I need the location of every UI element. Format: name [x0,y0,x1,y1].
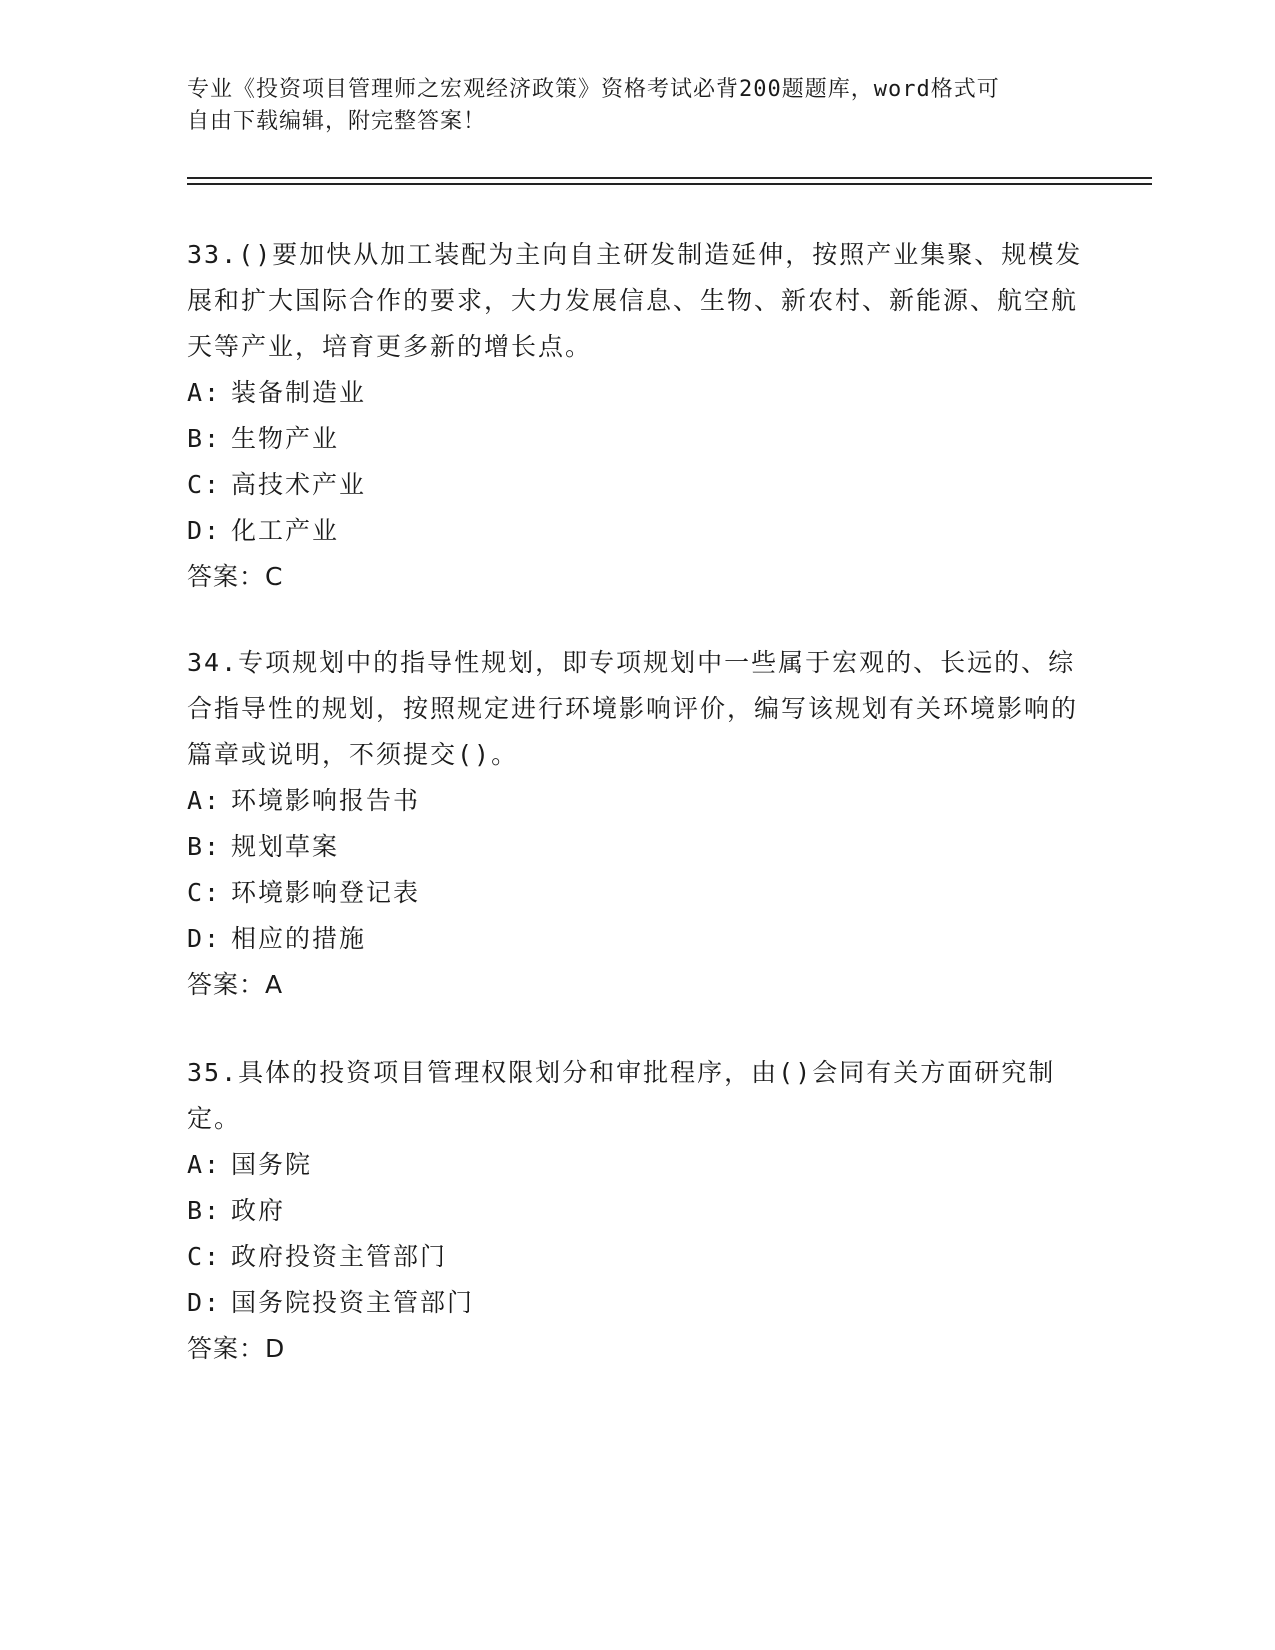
option-c [187,870,1087,916]
option-b [187,824,1087,870]
option-key: D: [187,1288,222,1317]
option-a [187,778,1087,824]
question-block [187,232,1087,600]
option-a [187,370,1087,416]
option-key: A: [187,786,222,815]
answer-line: 答案：A [187,970,284,999]
option-b [187,1188,1087,1234]
header-divider-top [187,177,1152,179]
option-c [187,462,1087,508]
option-a [187,1142,1087,1188]
option-text: 相应的措施 [231,924,367,953]
question-stem: 35.具体的投资项目管理权限划分和审批程序，由()会同有关方面研究制定。 [187,1058,1056,1133]
option-key: C: [187,1242,222,1271]
question-stem: 33.()要加快从加工装配为主向自主研发制造延伸，按照产业集聚、规模发展和扩大国际合作的要求，大力发展信息、生物、新农村、新能源、航空航天等产业，培育更多新的增长点。 [187,240,1083,361]
option-key: B: [187,832,222,861]
option-text: 装备制造业 [231,378,367,407]
option-text: 环境影响登记表 [231,878,421,907]
question-block [187,1050,1087,1372]
option-c [187,1234,1087,1280]
option-key: B: [187,1196,222,1225]
option-text: 高技术产业 [231,470,367,499]
option-text: 环境影响报告书 [231,786,421,815]
document-header [187,74,1067,138]
option-key: C: [187,470,222,499]
answer-line: 答案：D [187,1334,286,1363]
option-d [187,1280,1087,1326]
option-key: A: [187,378,222,407]
option-key: A: [187,1150,222,1179]
option-text: 政府 [231,1196,286,1225]
question-block [187,640,1087,1008]
option-d [187,916,1087,962]
option-key: D: [187,516,222,545]
answer-line: 答案：C [187,562,284,591]
option-text: 政府投资主管部门 [231,1242,448,1271]
option-text: 化工产业 [231,516,340,545]
header-line-2: 自由下载编辑，附完整答案！ [187,109,487,134]
question-stem: 34.专项规划中的指导性规划，即专项规划中一些属于宏观的、长远的、综合指导性的规划，按照规定进行环境影响评价，编写该规划有关环境影响的篇章或说明，不须提交()。 [187,648,1079,769]
option-key: D: [187,924,222,953]
option-text: 国务院投资主管部门 [231,1288,475,1317]
option-key: B: [187,424,222,453]
option-text: 生物产业 [231,424,340,453]
option-text: 国务院 [231,1150,313,1179]
option-b [187,416,1087,462]
option-d [187,508,1087,554]
header-line-1: 专业《投资项目管理师之宏观经济政策》资格考试必背200题题库，word格式可 [187,77,1000,102]
option-text: 规划草案 [231,832,340,861]
option-key: C: [187,878,222,907]
header-divider-bottom [187,183,1152,185]
